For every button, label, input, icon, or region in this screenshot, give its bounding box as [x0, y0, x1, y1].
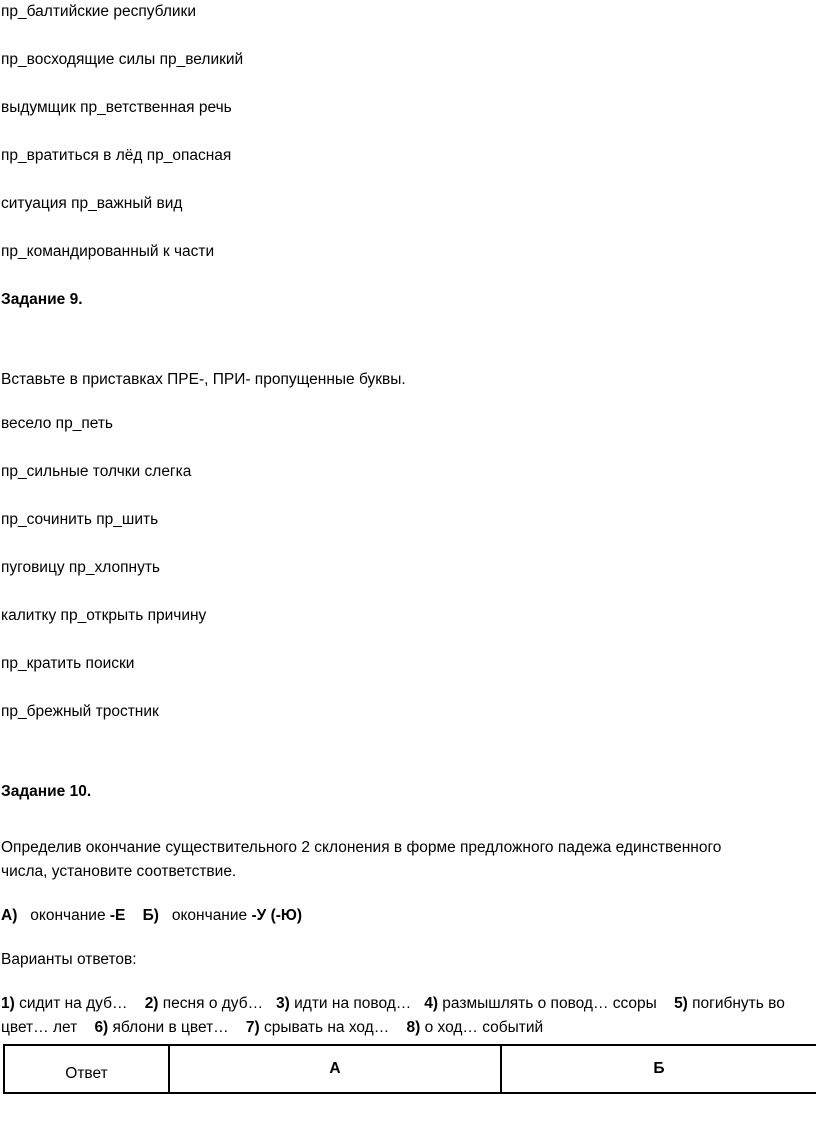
task8-line-1: пр_балтийские республики: [1, 3, 196, 20]
variant-6-text: яблони в цвет…: [108, 1019, 229, 1036]
option-b-text: окончание: [171, 907, 252, 924]
task9-line-3: пр_сочинить пр_шить: [1, 511, 159, 528]
option-b-label: Б): [142, 907, 159, 924]
variant-4-num: 4): [424, 995, 438, 1012]
task10-heading: Задание 10.: [1, 783, 92, 800]
task9-line-2: пр_сильные толчки слегка: [1, 463, 192, 480]
variant-8-num: 8): [406, 1019, 421, 1036]
task8-line-4: пр_вратиться в лёд пр_опасная: [1, 147, 232, 164]
task10-instruction-line-1: Определив окончание существительного 2 склонения в форме предложного падежа единственного: [1, 839, 722, 856]
task10-options: [1, 906, 302, 926]
task8-line-2: пр_восходящие силы пр_великий: [1, 51, 244, 68]
variant-2-num: 2): [144, 995, 159, 1012]
variant-5-num: 5): [674, 995, 688, 1012]
answer-table: [3, 1044, 816, 1094]
variant-1-text: сидит на дуб…: [14, 995, 128, 1012]
option-a-label: А): [1, 907, 18, 924]
variants-line-1: [1, 994, 785, 1014]
variant-4-text: размышлять о повод… ссоры: [438, 995, 657, 1012]
task9-line-4: пуговицу пр_хлопнуть: [1, 559, 161, 576]
answer-cell-b[interactable]: Б: [501, 1045, 816, 1093]
task8-line-5: ситуация пр_важный вид: [1, 195, 183, 212]
variant-2-text: песня о дуб…: [158, 995, 264, 1012]
task8-line-6: пр_командированный к части: [1, 243, 215, 260]
option-b-ending: -У (-Ю): [251, 907, 303, 924]
variants-title: Варианты ответов:: [1, 951, 137, 968]
task9-line-7: пр_брежный тростник: [1, 703, 159, 720]
variant-5-text-cont: цвет… лет: [1, 1019, 78, 1036]
task9-line-1: весело пр_петь: [1, 415, 113, 432]
variant-5-text: погибнуть во: [687, 995, 785, 1012]
task9-line-6: пр_кратить поиски: [1, 655, 135, 672]
task10-instruction-line-2: числа, установите соответствие.: [1, 863, 237, 880]
task9-instruction: Вставьте в приставках ПРЕ-, ПРИ- пропущенные буквы.: [1, 371, 406, 388]
task9-line-5: калитку пр_открыть причину: [1, 607, 207, 624]
variant-3-num: 3): [276, 995, 290, 1012]
task8-line-3: выдумщик пр_ветственная речь: [1, 99, 232, 116]
variant-7-num: 7): [245, 1019, 260, 1036]
variant-3-text: идти на повод…: [289, 995, 412, 1012]
answer-cell-a[interactable]: А: [169, 1045, 501, 1093]
variant-1-num: 1): [1, 995, 15, 1012]
option-a-ending: -Е: [109, 907, 126, 924]
option-a-text: окончание: [30, 907, 110, 924]
variant-7-text: срывать на ход…: [259, 1019, 390, 1036]
variant-6-num: 6): [94, 1019, 109, 1036]
answer-row-label: Ответ: [4, 1045, 169, 1093]
answer-table-row: [4, 1045, 816, 1093]
task9-heading: Задание 9.: [1, 291, 83, 308]
variant-8-text: о ход… событий: [420, 1019, 544, 1036]
variants-line-2: [1, 1018, 543, 1038]
